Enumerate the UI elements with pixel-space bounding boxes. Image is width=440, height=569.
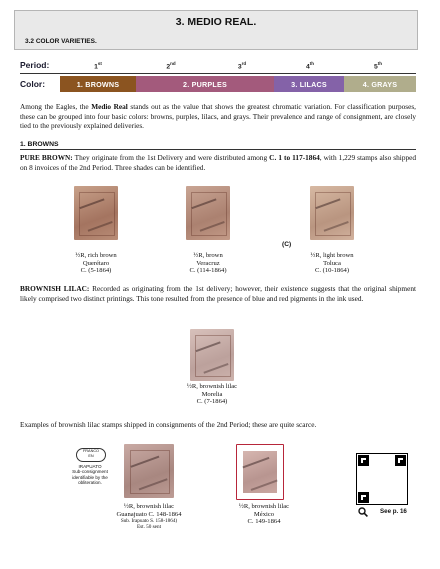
cancel-note: IRAPUATO Sub-consignment identifiable by the obliteration.	[72, 464, 108, 486]
cancel-mark-drawing: FRANCO EN	[76, 448, 106, 462]
brownish-lilac-paragraph: BROWNISH LILAC: Recorded as originating from the 1st delivery; however, their existence suggests that the original shipment likely comprised two distinct printings. This tone resulted from the presence of blue and red pigments in the ink used.	[20, 284, 416, 303]
color-segment-browns: 1. BROWNS	[60, 76, 136, 92]
stamp-caption-toluca: ½R, light brown Toluca C. (10-1864)	[310, 252, 354, 275]
color-label: Color:	[20, 79, 46, 89]
color-segment-purples: 2. PURPLES	[136, 76, 274, 92]
pure-brown-paragraph: PURE BROWN: They originate from the 1st Delivery and were distributed among C. 1 to 117-1864, with 1,229 stamps also shipped on 8 invoices of the 2nd Period. Three shades can be identified.	[20, 153, 417, 172]
search-icon	[358, 507, 368, 517]
stamp-caption-veracruz: ½R, brown Veracruz C. (114-1864)	[189, 252, 227, 275]
intro-paragraph: Among the Eagles, the Medio Real stands out as the value that shows the greatest chromatic variation. For classification purposes, these can be grouped into four basic colors: browns, purples, lilacs, and grays. Their prevalence and range of consignment, are closely tied to the previously explained deliveries.	[20, 102, 417, 131]
stamp-caption-mexico: ½R, brownish lilac México C. 149-1864	[238, 503, 290, 526]
stamp-caption-queretaro: ½R, rich brown Querétaro C. (5-1864)	[75, 252, 117, 275]
page-title: 3. MEDIO REAL.	[175, 16, 257, 28]
stamp-caption-guanajuato: ½R, brownish lilac Guanajuato C. 148-1864 Sub. Irapuato S. 158-1864) Est. 50 sent	[116, 503, 182, 531]
color-segment-grays: 4. GRAYS	[344, 76, 416, 92]
stamp-caption-morelia: ½R, brownish lilac Morelia C. (7-1864)	[186, 383, 238, 406]
see-page-link[interactable]: See p. 16	[380, 508, 407, 515]
period-3: 3rd	[237, 61, 247, 71]
examples-paragraph: Examples of brownish lilac stamps shipped in consignments of the 2nd Period; these are quite scarce.	[20, 420, 317, 429]
stamp-image-queretaro	[74, 186, 118, 240]
period-divider	[20, 73, 416, 74]
page-header	[14, 10, 418, 50]
stamp-image-toluca	[310, 186, 354, 240]
period-label: Period:	[20, 60, 50, 70]
period-5: 5th	[373, 61, 383, 71]
period-2: 2nd	[166, 61, 176, 71]
period-1: 1st	[94, 61, 102, 71]
qr-code[interactable]	[356, 453, 408, 505]
color-segment-lilacs: 3. LILACS	[274, 76, 344, 92]
period-4: 4th	[305, 61, 315, 71]
period-row	[20, 60, 416, 72]
stamp-image-veracruz	[186, 186, 230, 240]
color-row	[20, 76, 416, 92]
section-heading-browns: 1. BROWNS	[20, 141, 416, 150]
stamp-image-guanajuato	[124, 444, 174, 498]
stamp-image-mexico	[236, 444, 284, 500]
stamp-image-morelia	[190, 329, 234, 381]
stamp-flag-c: (C)	[282, 241, 292, 248]
section-subtitle: 3.2 COLOR VARIETIES.	[25, 38, 97, 45]
